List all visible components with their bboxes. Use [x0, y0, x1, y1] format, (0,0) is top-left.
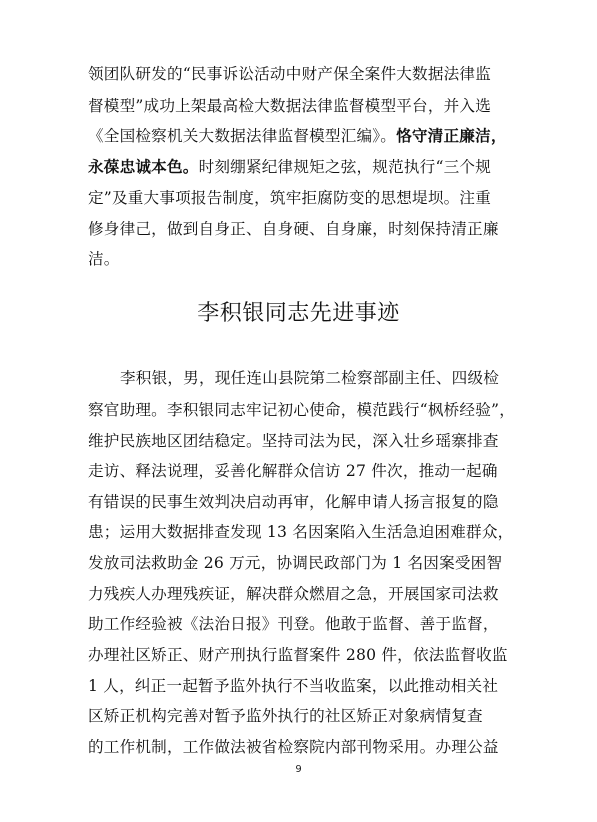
- paragraph-line: [88, 126, 508, 146]
- paragraph-line: 走访、释法说理，妥善化解群众信访 27 件次，推动一起确: [88, 462, 498, 480]
- paragraph-line: 的工作机制，工作做法被省检察院内部刊物采用。办理公益: [88, 738, 499, 756]
- section-heading: 李积银同志先进事迹: [197, 301, 400, 326]
- bold-phrase: 永葆忠诚本色。: [88, 157, 199, 176]
- paragraph-line: 区矫正机构完善对暂予监外执行的社区矫正对象病情复查: [88, 707, 483, 725]
- paragraph-line: 定”及重大事项报告制度，筑牢拒腐防变的思想堤坝。注重: [88, 189, 492, 207]
- paragraph-line: 力残疾人办理残疾证，解决群众燃眉之急，开展国家司法救: [88, 585, 499, 603]
- paragraph-line: 洁。: [88, 250, 120, 268]
- bold-phrase: 恪守清正廉洁，: [396, 126, 507, 145]
- paragraph-line: 助工作经验被《法治日报》刊登。他敢于监督、善于监督，: [88, 615, 499, 633]
- paragraph-text: 《全国检察机关大数据法律监督模型汇编》。: [88, 127, 397, 145]
- paragraph-text: 时刻绷紧纪律规矩之弦，规范执行“三个规: [198, 158, 492, 176]
- paragraph-line: 办理社区矫正、财产刑执行监督案件 280 件，依法监督收监: [88, 646, 508, 664]
- paragraph-line: 修身律己，做到自身正、自身硬、自身廉，时刻保持清正廉: [88, 220, 499, 238]
- paragraph-line: 患；运用大数据排查发现 13 名因案陷入生活急迫困难群众，: [88, 523, 514, 541]
- paragraph-line: [88, 157, 508, 177]
- paragraph-line: 李积银，男，现任连山县院第二检察部副主任、四级检: [120, 369, 500, 387]
- page-number: 9: [295, 764, 302, 775]
- paragraph-line: 维护民族地区团结稳定。坚持司法为民，深入壮乡瑶寨排查: [88, 432, 499, 450]
- paragraph-line: 督模型”成功上架最高检大数据法律监督模型平台，并入选: [88, 97, 492, 115]
- paragraph-line: 发放司法救助金 26 万元，协调民政部门为 1 名因案受困智: [88, 554, 503, 572]
- paragraph-line: 察官助理。李积银同志牢记初心使命，模范践行“枫桥经验”，: [88, 401, 515, 419]
- paragraph-line: 1 人，纠正一起暂予监外执行不当收监案，以此推动相关社: [88, 677, 499, 695]
- paragraph-line: 有错误的民事生效判决启动再审，化解申请人扬言报复的隐: [88, 493, 499, 511]
- paragraph-line: 领团队研发的“民事诉讼活动中财产保全案件大数据法律监: [88, 65, 492, 83]
